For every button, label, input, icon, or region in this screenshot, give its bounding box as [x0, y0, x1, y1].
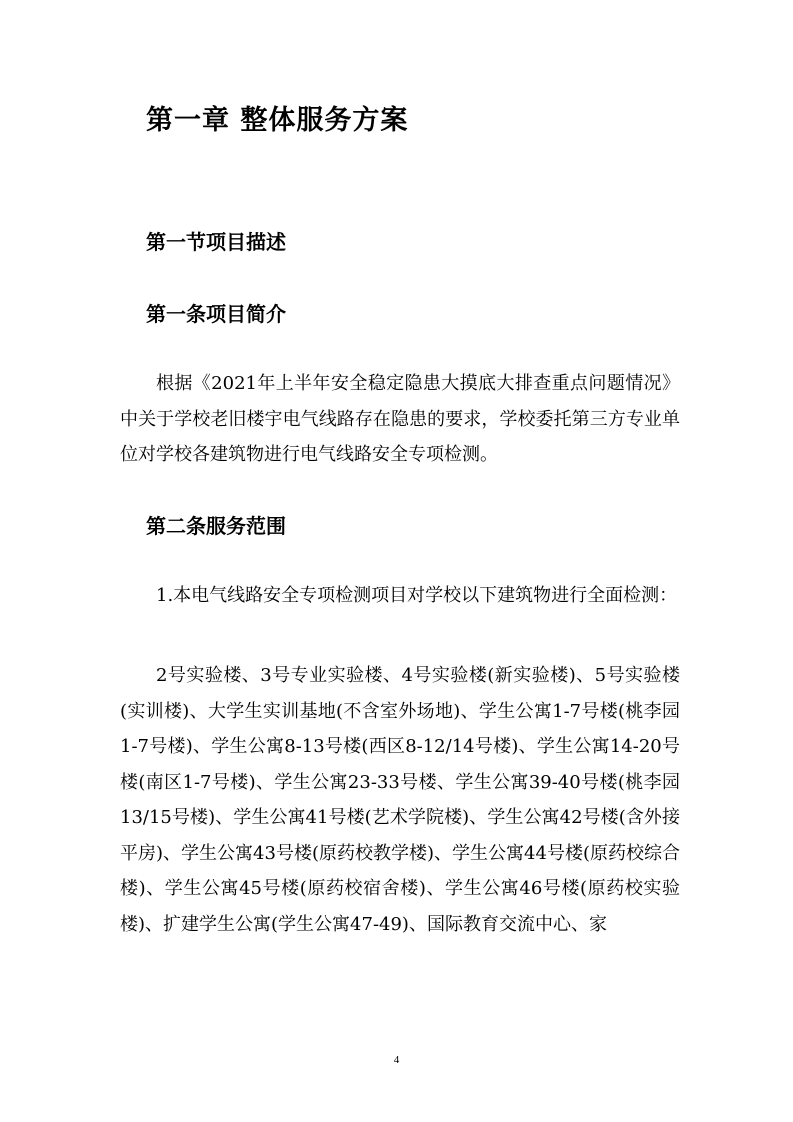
page-number: 4 — [393, 1054, 400, 1066]
paragraph-building-list: 2号实验楼、3号专业实验楼、4号实验楼(新实验楼)、5号实验楼(实训楼)、大学生实训基地(不含室外场地)、学生公寓1-7号楼(桃李园1-7号楼)、学生公寓8-13号楼(西区8-12/14号楼)、学生公寓14-20号楼(南区1-7号楼)、学生公寓23-33号楼、学生公寓39-40号楼(桃李园13/15号楼)、学生公寓41号楼(艺术学院楼)、学生公寓42号楼(含外接平房)、学生公寓43号楼(原药校教学楼)、学生公寓44号楼(原药校综合楼)、学生公寓45号楼(原药校宿舍楼)、学生公寓46号楼(原药校实验楼)、扩建学生公寓(学生公寓47-49)、国际教育交流中心、家 — [120, 665, 680, 935]
article-title-project-intro: 第一条项目简介 — [146, 302, 286, 326]
chapter-title: 第一章 整体服务方案 — [146, 105, 409, 136]
paragraph-project-intro: 根据《2021年上半年安全稳定隐患大摸底大排查重点问题情况》中关于学校老旧楼宇电气线路存在隐患的要求，学校委托第三方专业单位对学校各建筑物进行电气线路安全专项检测。 — [120, 373, 680, 465]
article-title-service-scope: 第二条服务范围 — [146, 514, 286, 538]
section-title: 第一节项目描述 — [146, 230, 286, 254]
paragraph-scope-intro: 1.本电气线路安全专项检测项目对学校以下建筑物进行全面检测： — [156, 585, 678, 606]
